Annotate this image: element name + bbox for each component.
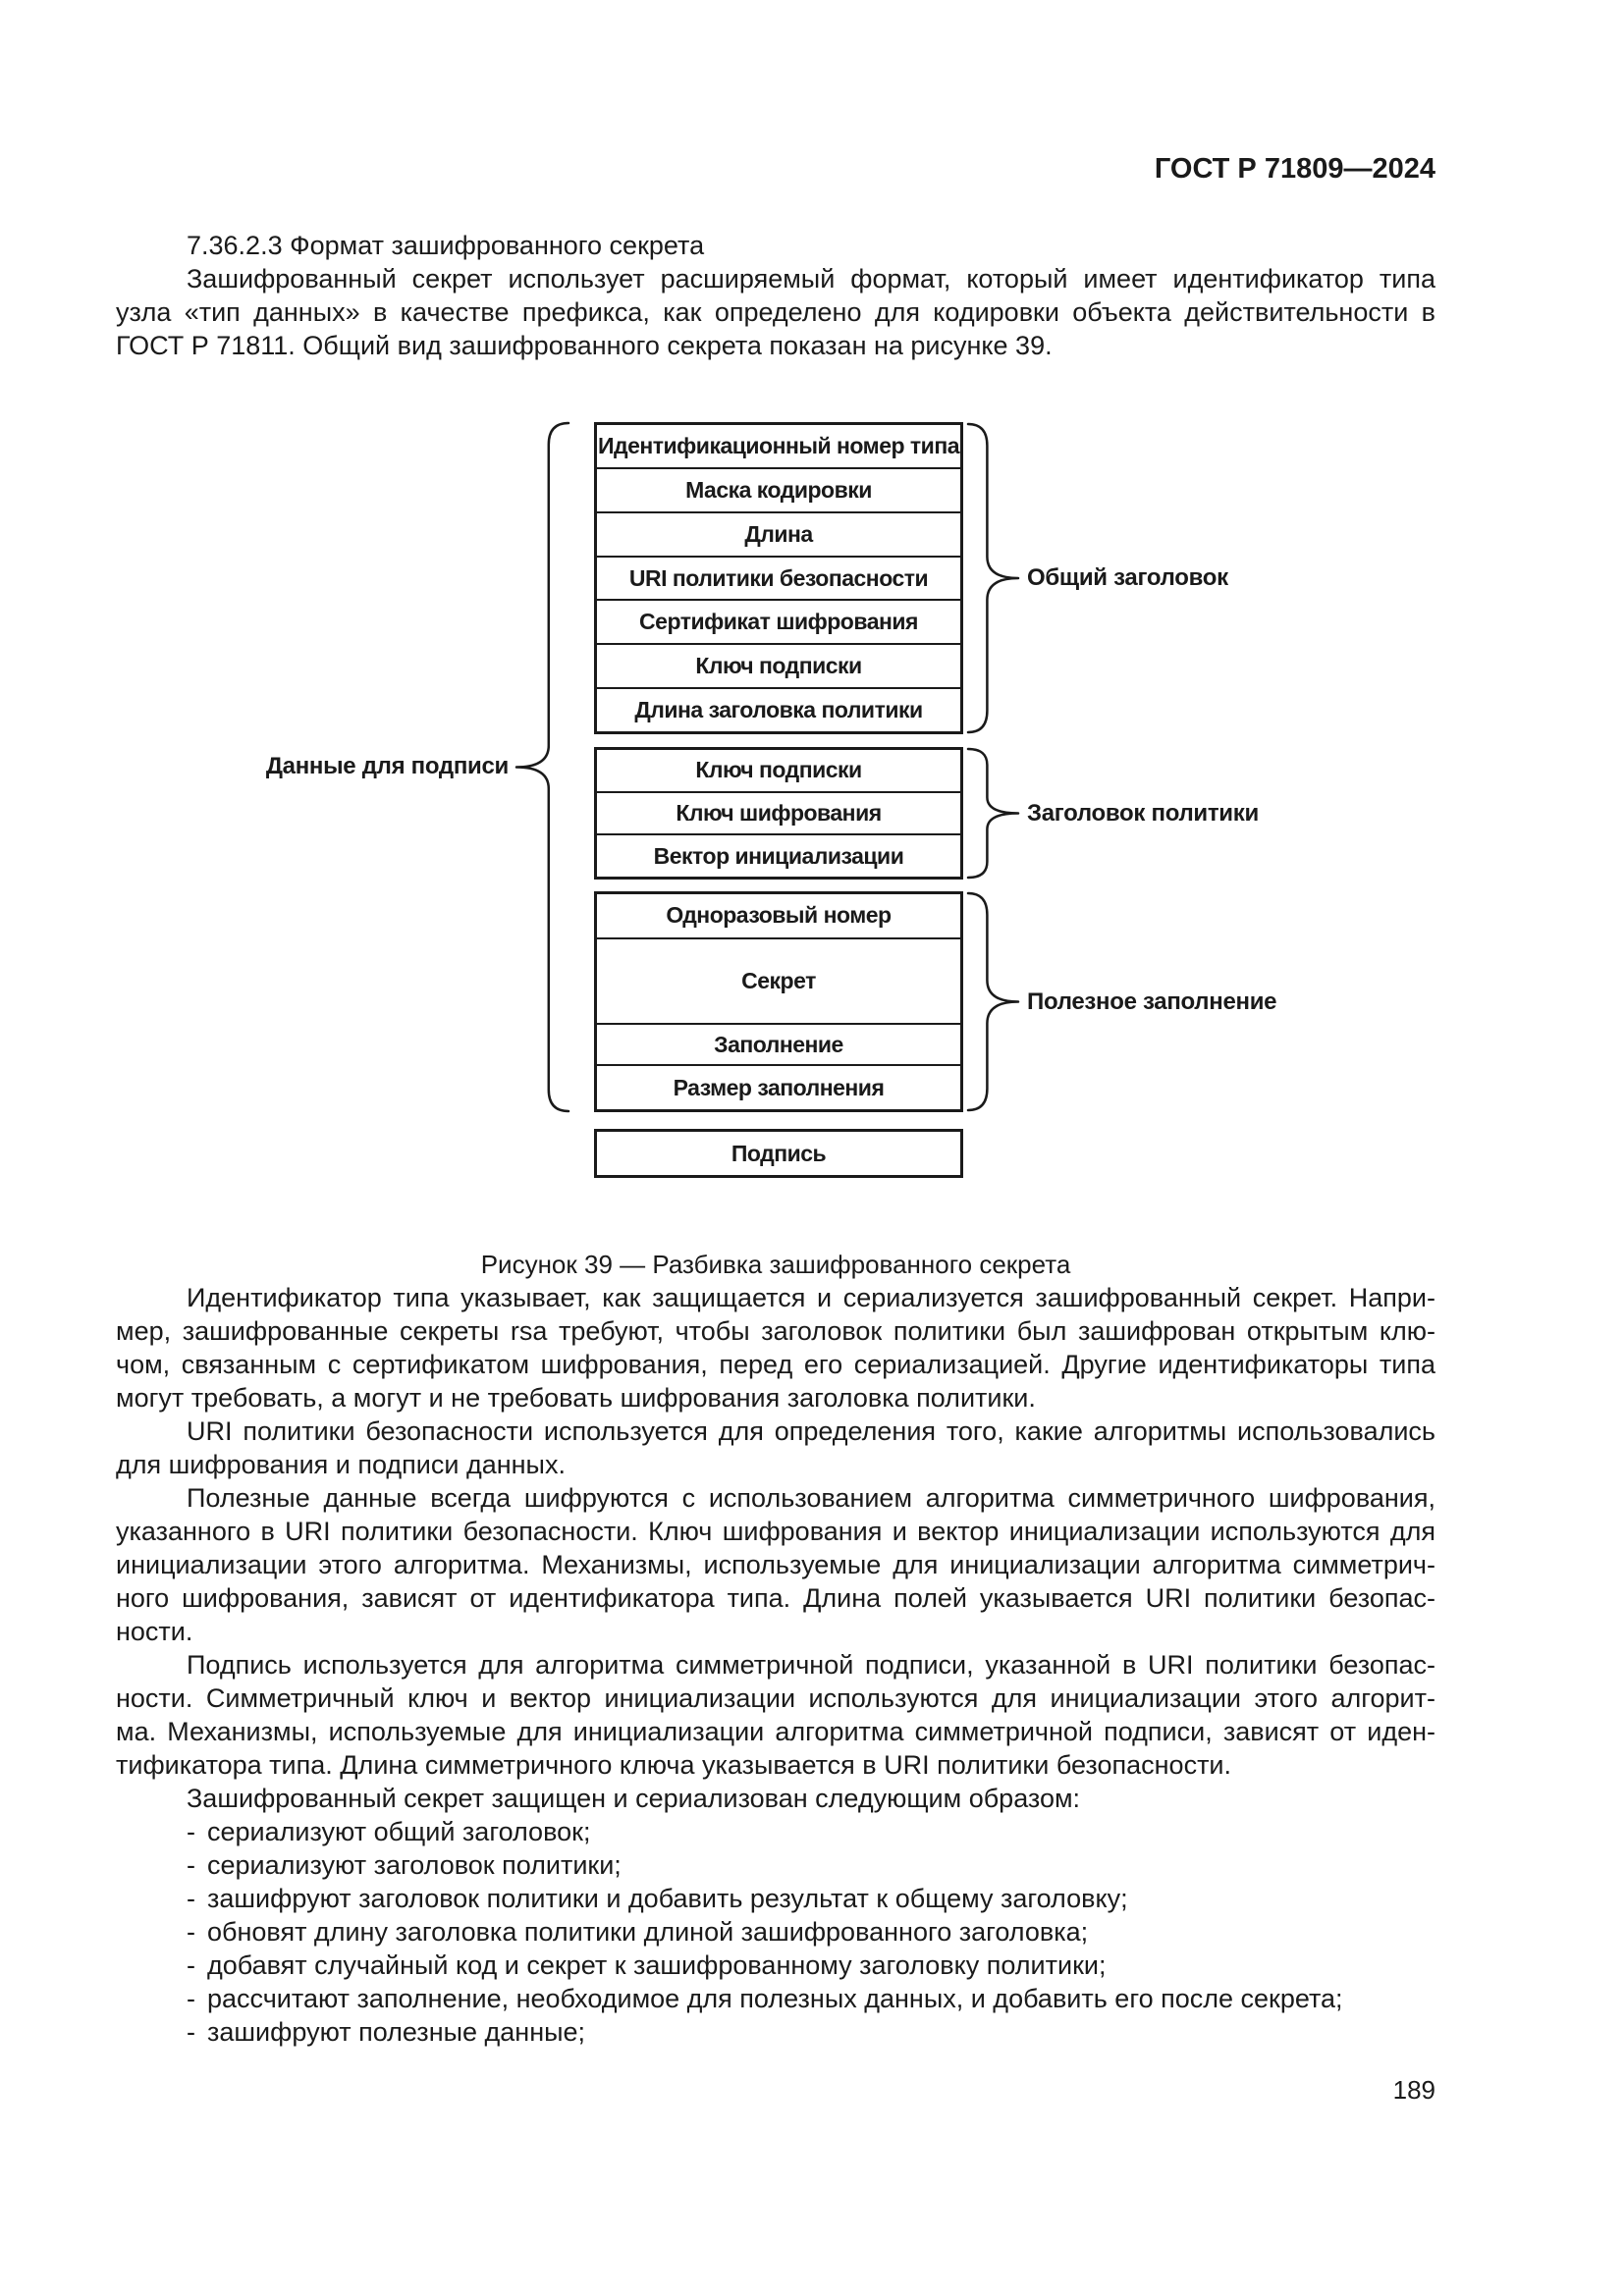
paragraph-line: тификатора типа. Длина симметричного ключа указывается в URI политики безопасности. [116,1750,1232,1780]
list-item-text: рассчитают заполнение, необходимое для полезных данных, и добавить его после секрета; [207,1984,1343,2013]
paragraph-line: Подпись используется для алгоритма симметричной подписи, указанной в URI политики безопас- [187,1650,1435,1680]
field-group [594,422,963,734]
paragraph-line: Идентификатор типа указывает, как защищается и сериализуется зашифрованный секрет. Напри- [187,1283,1435,1312]
list-item-text: обновят длину заголовка политики длиной зашифрованного заголовка; [207,1917,1089,1947]
list-item-text: зашифруют заголовок политики и добавить результат к общему заголовку; [207,1884,1128,1913]
signature-field-box: Подпись [594,1129,963,1178]
field-box: Вектор инициализации [597,833,960,877]
paragraph-line: Полезные данные всегда шифруются с использованием алгоритма симметричного шифрования, [187,1483,1435,1513]
list-item [116,1949,1435,1982]
paragraph-line: инициализации этого алгоритма. Механизмы, используемые для инициализации алгоритма симметрич- [116,1550,1435,1579]
list-item-text: сериализуют общий заголовок; [207,1817,591,1846]
field-box: Сертификат шифрования [597,599,960,643]
field-box: Заполнение [597,1023,960,1065]
section-heading: 7.36.2.3 Формат зашифрованного секрета [187,231,705,260]
paragraph-line: URI политики безопасности используется для определения того, какие алгоритмы использовались [187,1416,1435,1446]
curly-brace-icon [965,422,1020,734]
field-box: Длина заголовка политики [597,687,960,731]
field-box: Ключ подписки [597,643,960,687]
field-box: URI политики безопасности [597,556,960,600]
field-group [594,891,963,1112]
list-item [116,1815,1435,1848]
figure-group-label: Полезное заполнение [1027,988,1277,1015]
curly-brace-icon [965,891,1020,1112]
list-item [116,1882,1435,1915]
field-box: Маска кодировки [597,467,960,511]
figure-group-label: Общий заголовок [1027,564,1228,591]
paragraph-line: мер, зашифрованные секреты rsa требуют, чтобы заголовок политики был зашифрован открытым клю- [116,1316,1435,1346]
field-group [594,747,963,880]
curly-brace-icon [965,747,1020,880]
paragraph-line: указанного в URI политики безопасности. Ключ шифрования и вектор инициализации используются для [116,1517,1435,1546]
paragraph-line: ма. Механизмы, используемые для инициализации алгоритма симметричной подписи, зависят от иден- [116,1717,1435,1746]
serialization-intro: Зашифрованный секрет защищен и сериализован следующим образом: [187,1784,1081,1813]
list-dash: - [187,1850,195,1880]
field-box: Ключ шифрования [597,791,960,834]
list-dash: - [187,2017,195,2047]
doc-code-header: ГОСТ Р 71809—2024 [1154,153,1435,185]
text-line: ГОСТ Р 71811. Общий вид зашифрованного секрета показан на рисунке 39. [116,331,1053,360]
figure-caption: Рисунок 39 — Разбивка зашифрованного секрета [480,1250,1071,1279]
list-item [116,1915,1435,1949]
paragraph-line: ного шифрования, зависят от идентификатора типа. Длина полей указывается URI политики безопас- [116,1583,1435,1613]
paragraph-line: для шифрования и подписи данных. [116,1450,566,1479]
field-box: Идентификационный номер типа [597,432,960,458]
list-item [116,1982,1435,2015]
paragraph-line: ности. Симметричный ключ и вектор инициализации используются для инициализации этого алгорит- [116,1683,1435,1713]
curly-brace-icon [514,421,571,1113]
figure-group-label: Заголовок политики [1027,799,1259,827]
field-box: Длина [597,511,960,556]
list-dash: - [187,1817,195,1846]
text-line: Зашифрованный секрет использует расширяемый формат, который имеет идентификатор типа [187,264,1435,294]
text-line: узла «тип данных» в качестве префикса, как определено для кодировки объекта действительности в [116,297,1435,327]
list-item [116,1848,1435,1882]
field-box: Размер заполнения [597,1064,960,1109]
list-item-text: сериализуют заголовок политики; [207,1850,622,1880]
paragraph-line: чом, связанным с сертификатом шифрования, перед его сериализацией. Другие идентификаторы типа [116,1350,1435,1379]
field-box: Одноразовый номер [666,902,892,929]
list-item-text: зашифруют полезные данные; [207,2017,586,2047]
list-dash: - [187,1917,195,1947]
list-item [116,2015,1435,2049]
page-number: 189 [1392,2075,1435,2105]
field-box: Секрет [597,937,960,1023]
signed-data-label: Данные для подписи [265,753,509,779]
list-dash: - [187,1950,195,1980]
paragraph-line: могут требовать, а могут и не требовать шифрования заголовка политики. [116,1383,1036,1413]
field-box: Ключ подписки [695,757,862,783]
list-item-text: добавят случайный код и секрет к зашифрованному заголовку политики; [207,1950,1107,1980]
list-dash: - [187,1884,195,1913]
body-text-block [116,1281,1435,2049]
paragraph-line: ности. [116,1617,193,1646]
list-dash: - [187,1984,195,2013]
